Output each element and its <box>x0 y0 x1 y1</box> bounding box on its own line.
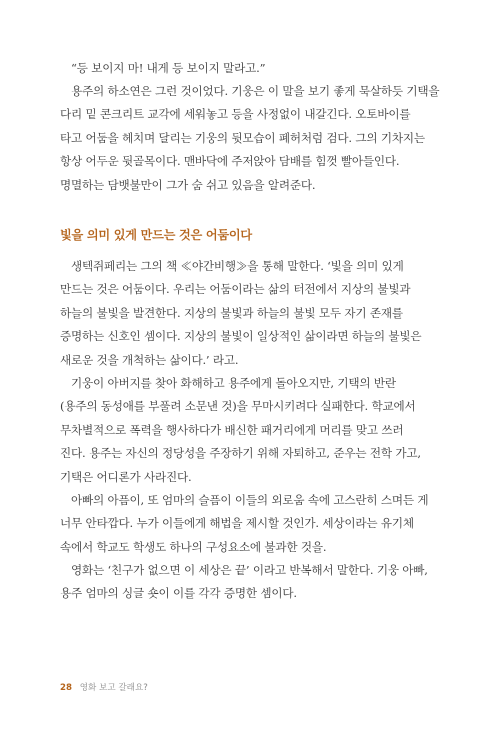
paragraph-line: 항상 어두운 뒷골목이다. 맨바닥에 주저앉아 담배를 힘껏 빨아들인다. <box>60 154 400 169</box>
paragraph-3 <box>60 372 442 489</box>
running-title: 영화 보고 갈래요? <box>79 683 148 693</box>
paragraph-line: 기택은 어디론가 사라진다. <box>60 469 192 484</box>
paragraph-line: 속에서 학교도 학생도 하나의 구성요소에 불과한 것을. <box>60 539 327 554</box>
paragraph-line: 하늘의 불빛을 발견한다. 지상의 불빛과 하늘의 불빛 모두 자기 존재를 <box>60 305 403 320</box>
quote-line: “등 보이지 마! 내게 등 보이지 말라고.” <box>71 61 266 75</box>
paragraph-line: 영화는 ‘친구가 없으면 이 세상은 끝’ 이라고 반복해서 말한다. 기웅 아빠, <box>71 563 428 577</box>
paragraph-2 <box>60 255 442 372</box>
section-heading: 빛을 의미 있게 만드는 것은 어둠이다 <box>60 228 252 242</box>
paragraph-line: 새로운 것을 개척하는 삶이다.’ 라고. <box>60 352 239 367</box>
paragraph-4 <box>60 489 442 559</box>
paragraph-line: 다리 밑 콘크리트 교각에 세워놓고 등을 사정없이 내갈긴다. 오토바이를 <box>60 107 411 122</box>
paragraph-1 <box>60 80 442 197</box>
paragraph-line: 너무 안타깝다. 누가 이들에게 해법을 제시할 것인가. 세상이라는 유기체 <box>60 516 414 531</box>
paragraph-line: 생텍쥐페리는 그의 책 ≪야간비행≫을 통해 말한다. ‘빛을 의미 있게 <box>71 259 404 273</box>
page-number: 28 <box>60 683 72 693</box>
paragraph-5 <box>60 559 442 606</box>
paragraph-line: 용주의 하소연은 그런 것이었다. 기웅은 이 말을 보기 좋게 묵살하듯 기택을 <box>71 84 440 98</box>
paragraph-line: 진다. 용주는 자신의 정당성을 주장하기 위해 자퇴하고, 준우는 전학 가고, <box>60 446 421 461</box>
paragraph-line: 기웅이 아버지를 찾아 화해하고 용주에게 돌아오지만, 기택의 반란 <box>71 376 396 390</box>
paragraph-line: (용주의 동성애를 부풀려 소문낸 것)을 무마시키려다 실패한다. 학교에서 <box>60 399 416 414</box>
paragraph-line: 타고 어둠을 헤치며 달리는 기웅의 뒷모습이 폐허처럼 검다. 그의 기차지는 <box>60 130 425 145</box>
paragraph-line: 증명하는 신호인 셈이다. 지상의 불빛이 일상적인 삶이라면 하늘의 불빛은 <box>60 329 422 344</box>
quote-paragraph <box>60 57 442 80</box>
paragraph-line: 아빠의 아픔이, 또 엄마의 슬픔이 이들의 외로움 속에 고스란히 스며든 게 <box>71 493 429 507</box>
paragraph-line: 무차별적으로 폭력을 행사하다가 배신한 패거리에게 머리를 맞고 쓰러 <box>60 422 404 437</box>
paragraph-line: 용주 엄마의 싱글 숏이 이를 각각 증명한 셈이다. <box>60 586 297 601</box>
page-footer <box>60 681 148 693</box>
paragraph-line: 명멸하는 담뱃불만이 그가 숨 쉬고 있음을 알려준다. <box>60 177 316 192</box>
paragraph-line: 만드는 것은 어둠이다. 우리는 어둠이라는 삶의 터전에서 지상의 불빛과 <box>60 282 411 297</box>
